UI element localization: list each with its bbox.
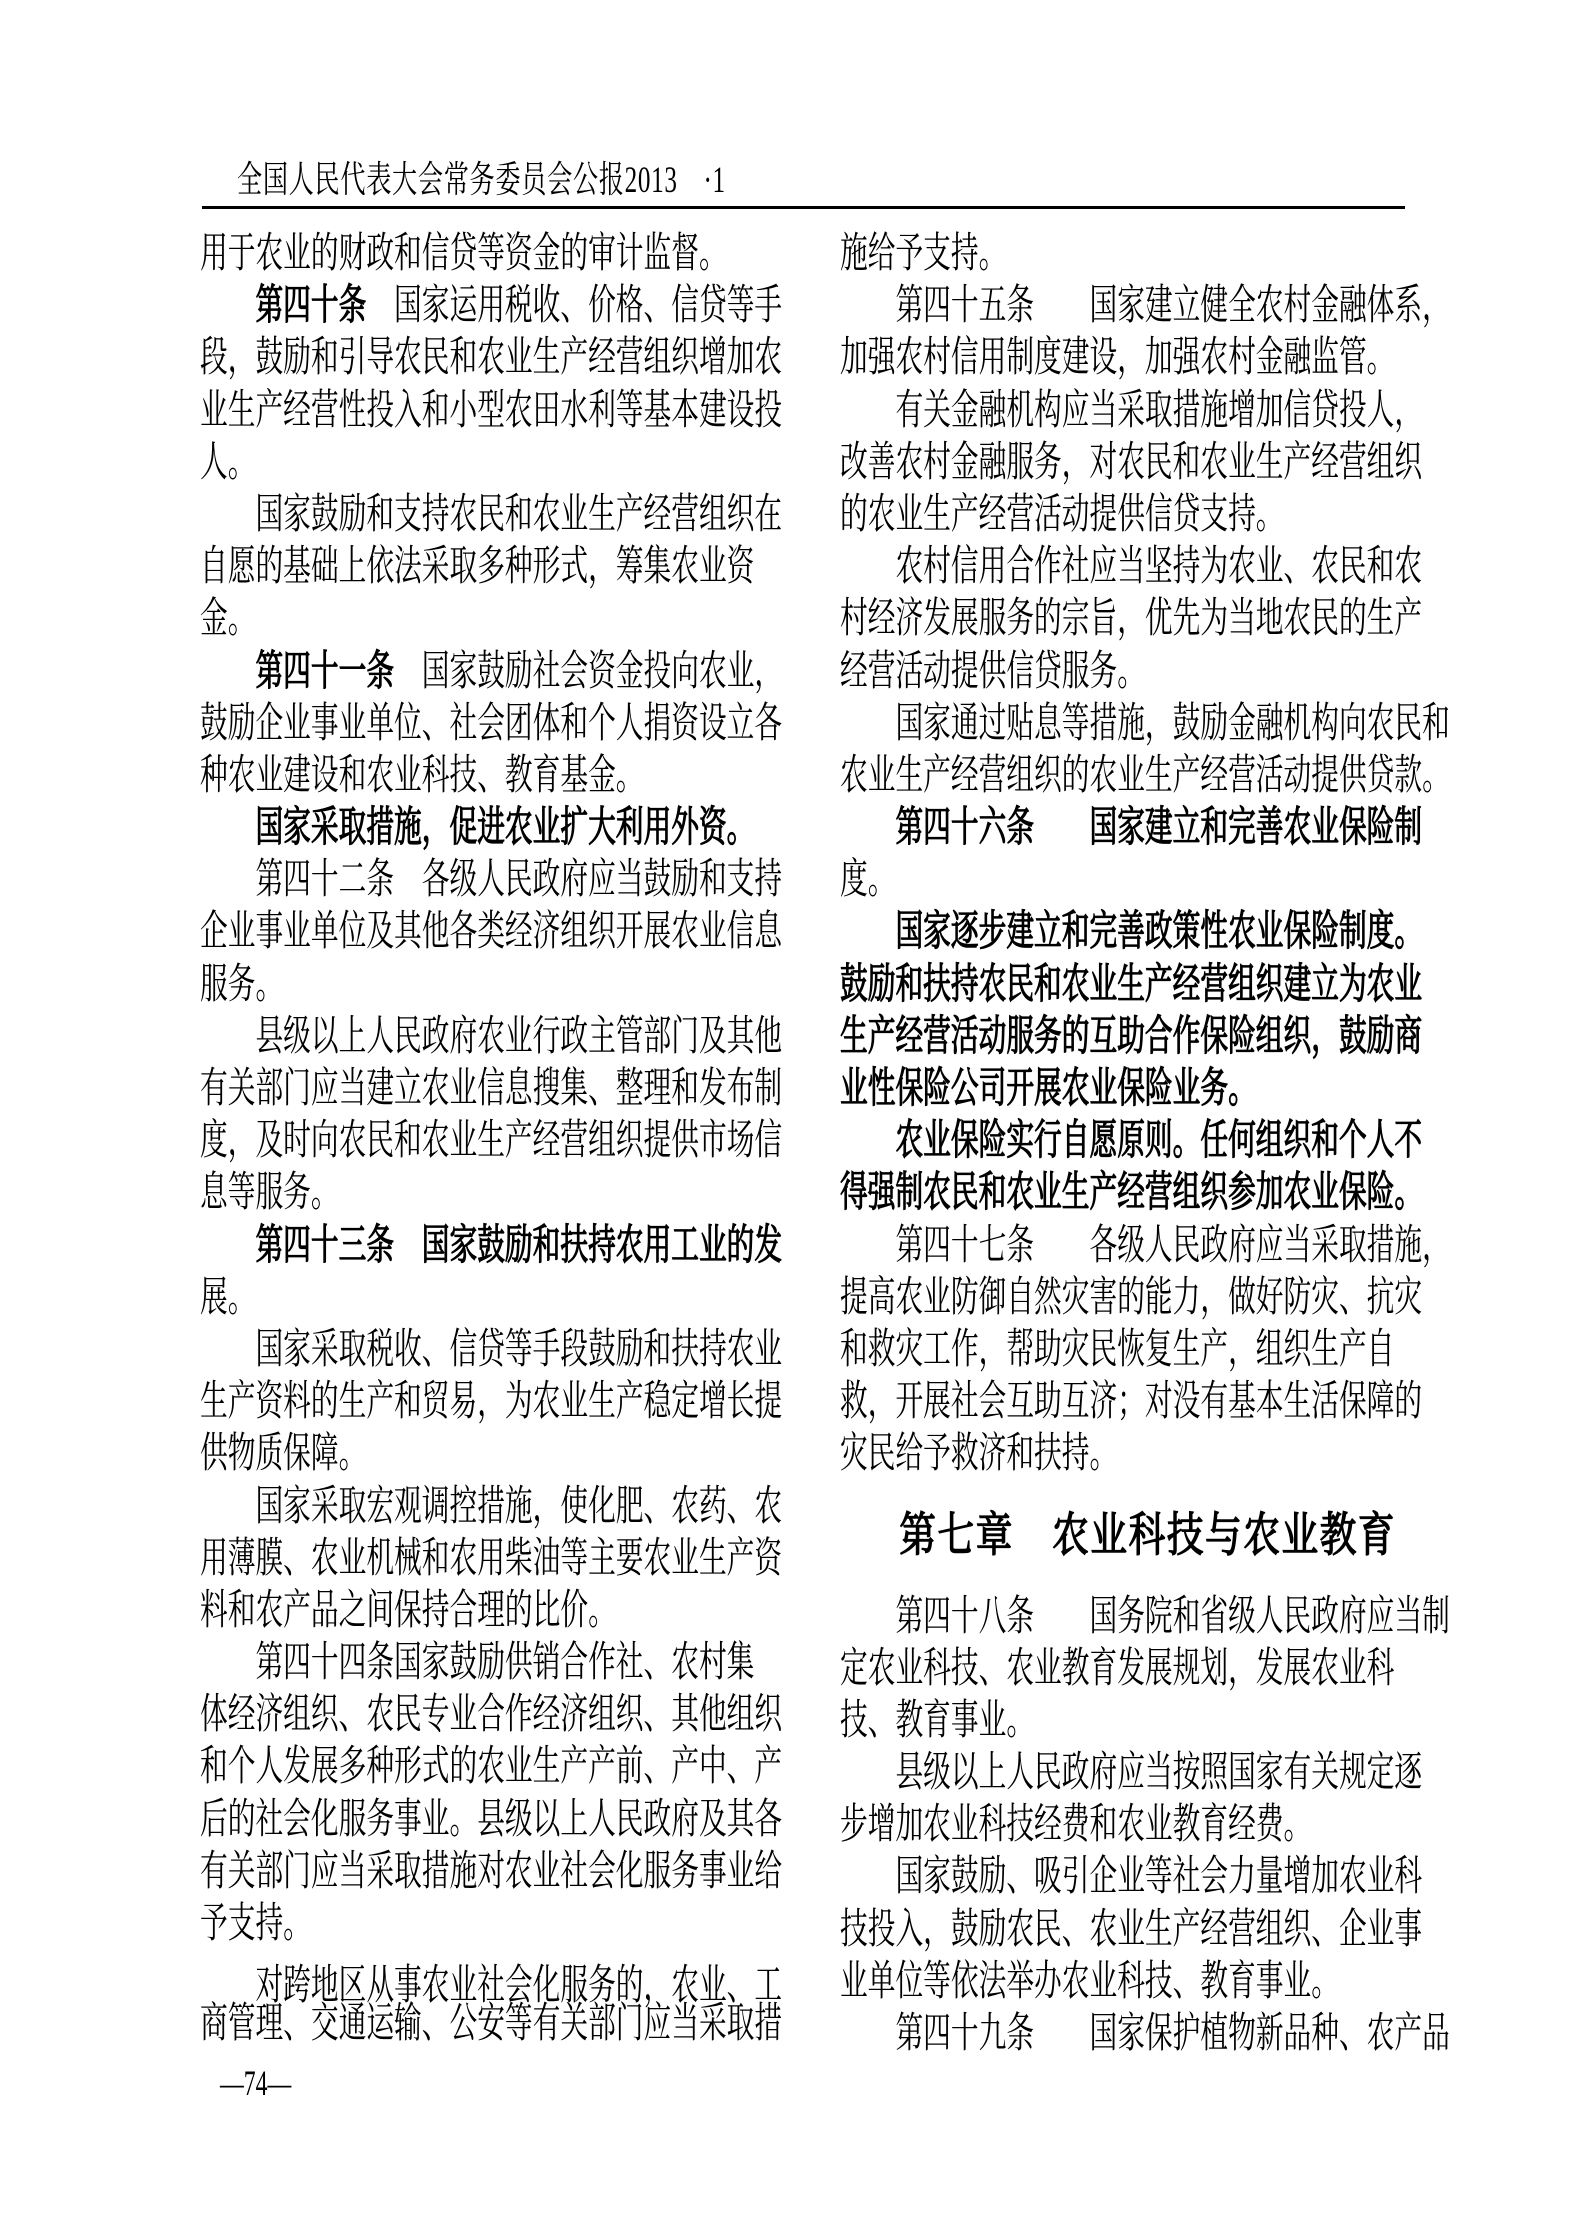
bold-text-segment: 第四十一条 (255, 648, 395, 695)
text-line (840, 1591, 1450, 1643)
text-line (840, 1220, 1450, 1272)
text-line (840, 1324, 1395, 1376)
text-line (200, 1376, 783, 1428)
bold-text-segment: 第四十六条 国家建立和完善农业保险制 (895, 805, 1423, 852)
text-segment: 加强农村信用制度建设，加强农村金融监管。 (840, 335, 1395, 382)
text-line (840, 228, 1236, 280)
text-segment: 国家运用税收、价格、信贷等手 (366, 283, 783, 330)
text-segment: 生产资料的生产和贸易，为农业生产稳定增长提 (200, 1379, 783, 1426)
text-line (840, 959, 1423, 1011)
text-segment: 定农业科技、农业教育发展规划，发展农业科 (840, 1645, 1395, 1692)
text-line (840, 1956, 1339, 2008)
text-segment: 服务。 (200, 961, 284, 1008)
left-column (200, 228, 800, 2051)
text-line (200, 1533, 783, 1585)
page-number: —74— (220, 2063, 292, 2103)
bold-text-segment: 第四十条 (255, 283, 367, 330)
text-segment: 第四十四条国家鼓励供销合作社、农村集 (255, 1640, 755, 1687)
header-rule (202, 206, 1405, 209)
text-segment: 国家鼓励和支持农民和农业生产经营组织在 (255, 491, 783, 538)
text-line (840, 489, 1284, 541)
text-line (200, 906, 783, 958)
bold-text-segment: 国家逐步建立和完善政策性农业保险制度。 (895, 909, 1423, 956)
text-line (200, 593, 596, 645)
text-line (200, 1167, 596, 1219)
text-segment: 企业事业单位及其他各类经济组织开展农业信息 (200, 909, 783, 956)
text-line (200, 1846, 783, 1898)
text-line (840, 280, 1450, 332)
text-line (840, 1376, 1423, 1428)
text-line (200, 1794, 783, 1846)
text-line (840, 541, 1423, 593)
text-segment: 国家采取宏观调控措施，使化肥、农药、农 (255, 1483, 783, 1530)
text-line (840, 1167, 1423, 1219)
text-segment: 第四十八条 国务院和省级人民政府应当制 (895, 1593, 1450, 1640)
text-segment: 度，及时向农民和农业生产经营组织提供市场信 (200, 1118, 783, 1165)
text-line (200, 646, 783, 698)
text-line (840, 437, 1423, 489)
text-line (840, 1115, 1423, 1167)
text-segment: 对跨地区从事农业社会化服务的，农业、工 (255, 1963, 783, 2010)
bold-text-segment: 业性保险公司开展农业保险业务。 (840, 1066, 1256, 1112)
text-segment: 的农业生产经营活动提供信贷支持。 (840, 491, 1284, 538)
bold-text-segment: 第四十三条 国家鼓励和扶持农用工业的发 (255, 1222, 783, 1269)
text-line (840, 385, 1423, 437)
text-line (200, 1115, 783, 1167)
text-line (840, 646, 1236, 698)
text-line (200, 854, 783, 906)
text-line (200, 280, 783, 332)
text-line (840, 1799, 1312, 1851)
text-line (200, 959, 596, 1011)
text-line (840, 906, 1423, 958)
text-line (840, 854, 1236, 906)
bold-text-segment: 国家采取措施，促进农业扩大利用外资。 (255, 805, 755, 852)
text-line (840, 1011, 1423, 1063)
text-segment: 步增加农业科技经费和农业教育经费。 (840, 1802, 1312, 1849)
text-line (200, 1324, 783, 1376)
text-line (840, 802, 1423, 854)
text-segment: 和救灾工作，帮助灾民恢复生产，组织生产自 (840, 1326, 1395, 1373)
text-segment: 用于农业的财政和信贷等资金的审计监督。 (200, 231, 727, 277)
bold-text-segment: 第七章 农业科技与农业教育 (899, 1507, 1397, 1561)
text-segment: 村经济发展服务的宗旨，优先为当地农民的生产 (840, 596, 1423, 643)
text-line (840, 1428, 1236, 1480)
text-line (200, 1428, 596, 1480)
text-line (200, 1689, 783, 1741)
text-segment: 救，开展社会互助互济；对没有基本生活保障的 (840, 1379, 1423, 1426)
text-line (840, 1851, 1423, 1903)
text-segment: 鼓励企业事业单位、社会团体和个人捐资设立各 (200, 700, 783, 747)
text-line (200, 1272, 596, 1324)
text-segment: 后的社会化服务事业。县级以上人民政府及其各 (200, 1796, 783, 1843)
text-segment: 用薄膜、农业机械和农用柴油等主要农业生产资 (200, 1535, 783, 1582)
text-segment: 人。 (200, 439, 256, 486)
text-segment: 金。 (200, 596, 256, 643)
text-segment: 技投入，鼓励农民、农业生产经营组织、企业事 (840, 1906, 1423, 1953)
text-line (840, 1272, 1423, 1324)
text-segment: 息等服务。 (200, 1170, 339, 1217)
text-segment: 国家鼓励、吸引企业等社会力量增加农业科 (895, 1854, 1423, 1901)
text-line (840, 2008, 1450, 2060)
text-line (200, 385, 783, 437)
text-line (200, 1741, 783, 1793)
text-segment: 技、教育事业。 (840, 1697, 1035, 1744)
text-segment: 提高农业防御自然灾害的能力，做好防灾、抗灾 (840, 1274, 1423, 1321)
chapter-heading (840, 1503, 1397, 1567)
text-line (200, 541, 755, 593)
text-line (200, 228, 727, 280)
text-segment: 体经济组织、农民专业合作经济组织、其他组织 (200, 1692, 783, 1739)
text-segment: 予支持。 (200, 1901, 311, 1947)
text-segment: 灾民给予救济和扶持。 (840, 1431, 1118, 1478)
text-segment: 度。 (840, 857, 896, 904)
text-line (840, 698, 1450, 750)
text-segment: 业生产经营性投入和小型农田水利等基本建设投 (200, 387, 783, 434)
text-segment: 展。 (200, 1274, 256, 1321)
text-segment: 农业生产经营组织的农业生产经营活动提供贷款。 (840, 752, 1450, 799)
text-segment: 有关部门应当采取措施对农业社会化服务事业给 (200, 1848, 783, 1895)
bold-text-segment: 生产经营活动服务的互助合作保险组织，鼓励商 (840, 1013, 1423, 1060)
text-segment: 经营活动提供信贷服务。 (840, 648, 1145, 695)
text-line (840, 750, 1450, 802)
text-line (200, 437, 596, 489)
text-segment: 国家鼓励社会资金投向农业， (394, 648, 783, 695)
right-column (840, 228, 1450, 2060)
text-line (200, 1898, 596, 1950)
text-segment: 第四十二条 各级人民政府应当鼓励和支持 (255, 857, 783, 904)
text-segment: 业单位等依法举办农业科技、教育事业。 (840, 1958, 1339, 2005)
text-line (200, 1481, 783, 1533)
text-segment: 有关部门应当建立农业信息搜集、整理和发布制 (200, 1066, 783, 1112)
text-line (200, 698, 783, 750)
text-segment: 第四十九条 国家保护植物新品种、农产品 (895, 2011, 1450, 2057)
text-segment: 种农业建设和农业科技、教育基金。 (200, 752, 644, 799)
text-line (840, 1904, 1423, 1956)
text-line (200, 1998, 783, 2050)
text-segment: 施给予支持。 (840, 231, 1007, 277)
text-line (200, 1220, 783, 1272)
text-line (200, 802, 755, 854)
page-header-title: 全国人民代表大会常务委员会公报2013 ·1 (237, 160, 726, 201)
text-line (840, 1643, 1395, 1695)
text-line (840, 1063, 1256, 1115)
text-line (840, 1695, 1236, 1747)
text-line (200, 332, 783, 384)
text-segment: 县级以上人民政府农业行政主管部门及其他 (255, 1013, 783, 1060)
text-line (840, 1747, 1423, 1799)
text-segment: 县级以上人民政府应当按照国家有关规定逐 (895, 1750, 1423, 1797)
text-segment: 改善农村金融服务，对农民和农业生产经营组织 (840, 439, 1423, 486)
text-segment: 供物质保障。 (200, 1431, 367, 1478)
bold-text-segment: 鼓励和扶持农民和农业生产经营组织建立为农业 (840, 961, 1423, 1008)
text-segment: 料和农产品之间保持合理的比价。 (200, 1587, 616, 1634)
text-segment: 商管理、交通运输、公安等有关部门应当采取措 (200, 2001, 783, 2048)
text-line (200, 1063, 783, 1115)
text-line (200, 750, 644, 802)
text-line (840, 332, 1395, 384)
text-segment: 农村信用合作社应当坚持为农业、农民和农 (895, 544, 1423, 591)
bold-text-segment: 得强制农民和农业生产经营组织参加农业保险。 (840, 1170, 1423, 1217)
text-segment: 有关金融机构应当采取措施增加信贷投人， (895, 387, 1423, 434)
text-line (200, 1585, 616, 1637)
text-segment: 第四十七条 各级人民政府应当采取措施， (895, 1222, 1450, 1269)
text-segment: 和个人发展多种形式的农业生产产前、产中、产 (200, 1744, 783, 1791)
text-segment: 国家采取税收、信贷等手段鼓励和扶持农业 (255, 1326, 783, 1373)
text-segment: 国家通过贴息等措施，鼓励金融机构向农民和 (895, 700, 1450, 747)
text-segment: 段，鼓励和引导农民和农业生产经营组织增加农 (200, 335, 783, 382)
text-line (200, 1637, 755, 1689)
text-segment: 自愿的基础上依法采取多种形式，筹集农业资 (200, 544, 755, 591)
text-line (840, 593, 1423, 645)
text-segment: 第四十五条 国家建立健全农村金融体系， (895, 283, 1450, 330)
text-line (200, 489, 783, 541)
text-line (200, 1011, 783, 1063)
bold-text-segment: 农业保险实行自愿原则。任何组织和个人不 (895, 1118, 1423, 1165)
